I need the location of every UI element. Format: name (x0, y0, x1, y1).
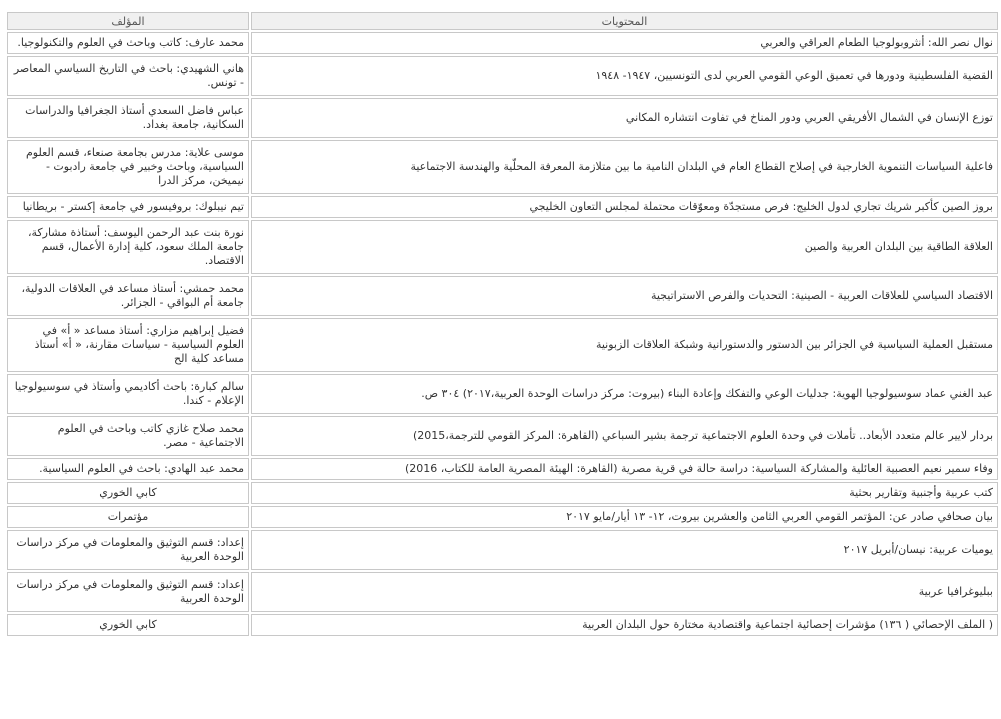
article-author: فضيل إبراهيم مزاري: أستاذ مساعد « أ» في العلوم السياسية - سياسات مقارنة، « أ» أستاذ مساعد كلية الح (7, 318, 249, 372)
article-title: وفاء سمير نعيم العصبية العائلية والمشاركة السياسية: دراسة حالة في قرية مصرية (القاهرة: الهيئة المصرية العامة للكتاب، 2016) (251, 458, 998, 480)
article-title: توزع الإنسان في الشمال الأفريقي العربي ودور المناخ في تفاوت انتشاره المكاني (251, 98, 998, 138)
article-author: محمد حمشي: أستاذ مساعد في العلاقات الدولية، جامعة أم البواقي - الجزائر. (7, 276, 249, 316)
article-title: بردار لايير عالم متعدد الأبعاد.. تأملات في وحدة العلوم الاجتماعية ترجمة بشير السباعي (القاهرة: المركز القومي للترجمة،2015) (251, 416, 998, 456)
article-author: محمد عارف: كاتب وباحث في العلوم والتكنولوجيا. (7, 32, 249, 54)
header-author: المؤلف (7, 12, 249, 30)
article-title: العلاقة الطاقية بين البلدان العربية والصين (251, 220, 998, 274)
article-author: كابي الخوري (7, 482, 249, 504)
article-author: محمد صلاح غازي كاتب وباحث في العلوم الاجتماعية - مصر. (7, 416, 249, 456)
table-row (7, 32, 998, 54)
contents-table (5, 10, 1000, 638)
table-row (7, 374, 998, 414)
article-author: إعداد: قسم التوثيق والمعلومات في مركز دراسات الوحدة العربية (7, 572, 249, 612)
article-author: عباس فاضل السعدي أستاذ الجغرافيا والدراسات السكانية، جامعة بغداد. (7, 98, 249, 138)
table-row (7, 56, 998, 96)
article-title: نوال نصر الله: أنثروبولوجيا الطعام العراقي والعربي (251, 32, 998, 54)
table-row (7, 458, 998, 480)
article-author: تيم نيبلوك: بروفيسور في جامعة إكستر - بريطانيا (7, 196, 249, 218)
table-row (7, 530, 998, 570)
table-row (7, 98, 998, 138)
article-title: كتب عربية وأجنبية وتقارير بحثية (251, 482, 998, 504)
table-body (7, 32, 998, 636)
table-row (7, 482, 998, 504)
article-title: ببليوغرافيا عربية (251, 572, 998, 612)
table-row (7, 614, 998, 636)
header-contents: المحتويات (251, 12, 998, 30)
article-author: هاني الشهيدي: باحث في التاريخ السياسي المعاصر - تونس. (7, 56, 249, 96)
article-title: القضية الفلسطينية ودورها في تعميق الوعي القومي العربي لدى التونسيين، ١٩٤٧- ١٩٤٨ (251, 56, 998, 96)
table-row (7, 276, 998, 316)
article-author: محمد عبد الهادي: باحث في العلوم السياسية. (7, 458, 249, 480)
table-row (7, 318, 998, 372)
table-row (7, 572, 998, 612)
article-author: إعداد: قسم التوثيق والمعلومات في مركز دراسات الوحدة العربية (7, 530, 249, 570)
article-title: يوميات عربية: نيسان/أبريل ٢٠١٧ (251, 530, 998, 570)
article-title: فاعلية السياسات التنموية الخارجية في إصلاح القطاع العام في البلدان النامية ما بين متلازمة المعرفة المحلّية والهندسة الاجتماعية (251, 140, 998, 194)
article-title: بيان صحافي صادر عن: المؤتمر القومي العربي الثامن والعشرين بيروت، ١٢- ١٣ أيار/مايو ٢٠١٧ (251, 506, 998, 528)
table-row (7, 506, 998, 528)
article-title: مستقبل العملية السياسية في الجزائر بين الدستور والدستورانية وشبكة العلاقات الزبونية (251, 318, 998, 372)
table-row (7, 416, 998, 456)
article-title: عبد الغني عماد سوسيولوجيا الهوية: جدليات الوعي والتفكك وإعادة البناء (بيروت: مركز دراسات الوحدة العربية،٢٠١٧) ٣٠٤ ص. (251, 374, 998, 414)
table-row (7, 140, 998, 194)
article-title: الاقتصاد السياسي للعلاقات العربية - الصينية: التحديات والفرص الاستراتيجية (251, 276, 998, 316)
article-author: نورة بنت عبد الرحمن اليوسف: أستاذة مشاركة، جامعة الملك سعود، كلية إدارة الأعمال، قسم الاقتصاد. (7, 220, 249, 274)
article-title: بروز الصين كأكبر شريك تجاري لدول الخليج: فرص مستجدّة ومعوّقات محتملة لمجلس التعاون الخليجي (251, 196, 998, 218)
table-header-row (7, 12, 998, 30)
article-author: كابي الخوري (7, 614, 249, 636)
table-row (7, 196, 998, 218)
table-row (7, 220, 998, 274)
article-author: مؤتمرات (7, 506, 249, 528)
article-author: موسى علاية: مدرس بجامعة صنعاء، قسم العلوم السياسية، وباحث وخبير في جامعة رادبوت - نيميخن، مركز الدرا (7, 140, 249, 194)
article-author: سالم كبارة: باحث أكاديمي وأستاذ في سوسيولوجيا الإعلام - كندا. (7, 374, 249, 414)
article-title: ( الملف الإحصائي ( ١٣٦) مؤشرات إحصائية اجتماعية واقتصادية مختارة حول البلدان العربية (251, 614, 998, 636)
